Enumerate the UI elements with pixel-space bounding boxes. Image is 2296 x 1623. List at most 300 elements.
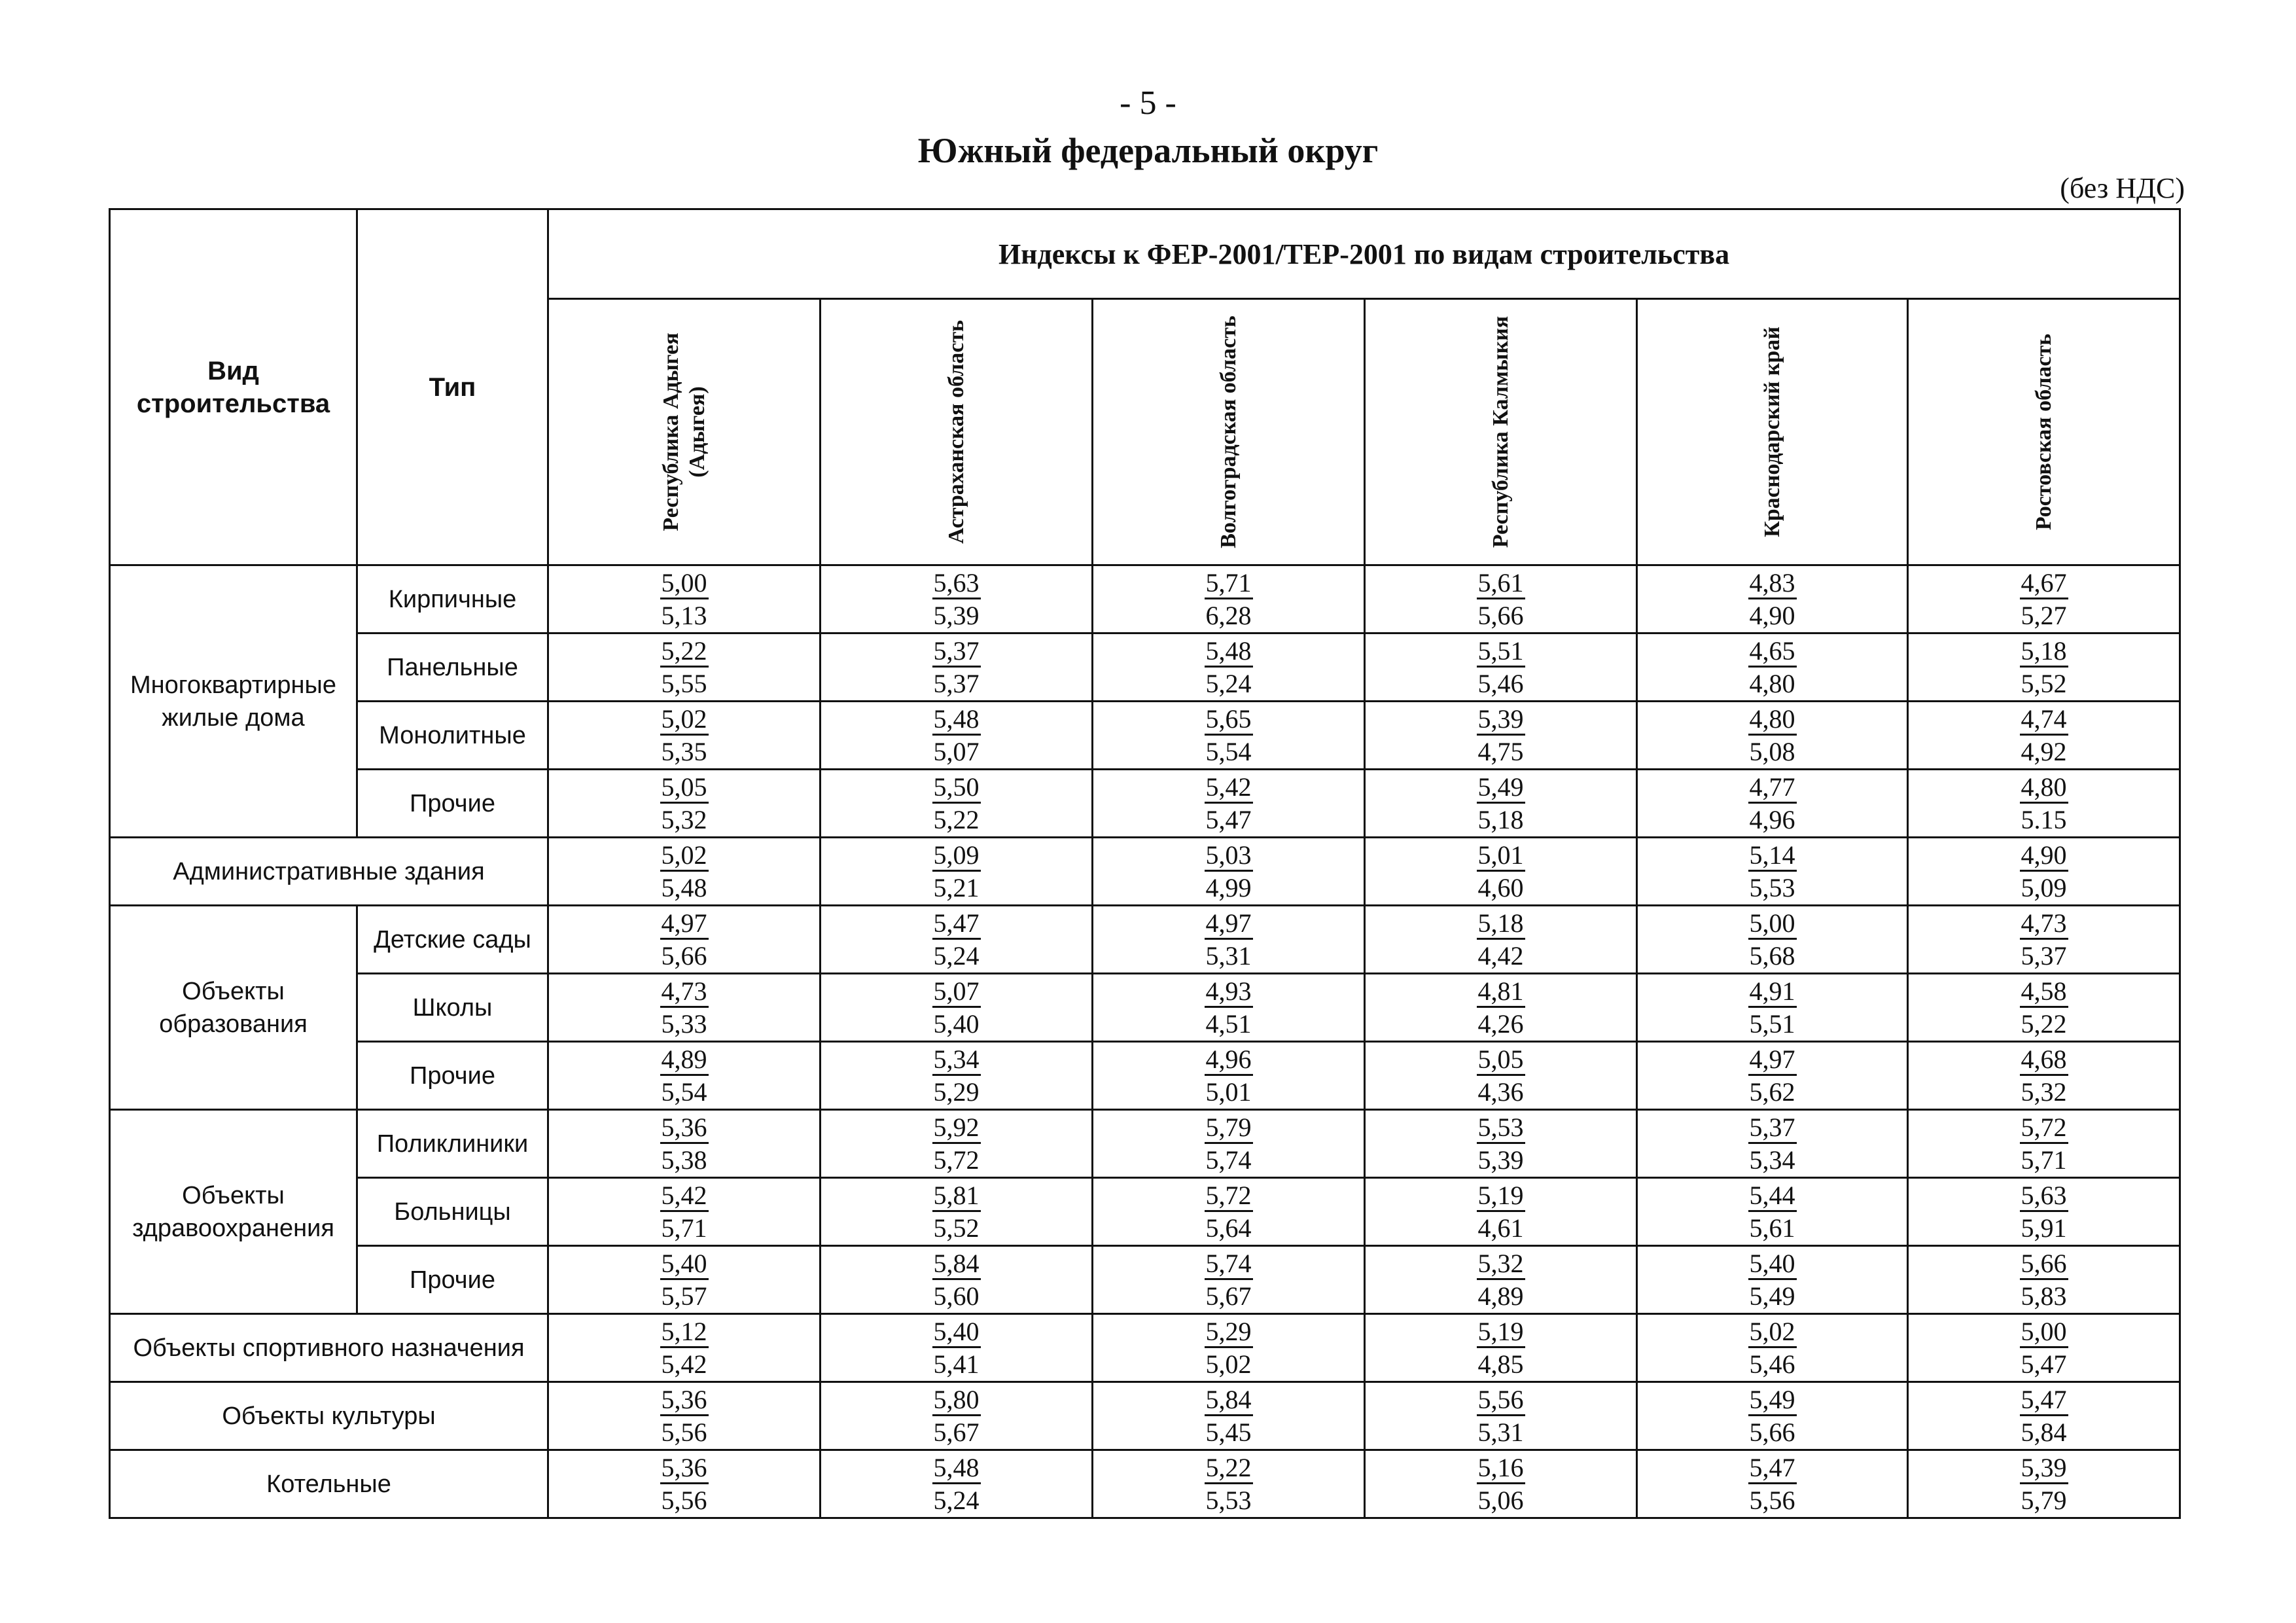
building-type: Прочие [357,1042,548,1110]
vat-note: (без НДС) [2060,172,2185,204]
index-value-cell [1637,770,1908,838]
index-value-cell [1908,633,2180,702]
fer-index: 5,42 [660,1181,709,1212]
fer-index: 5,53 [1477,1113,1525,1144]
fer-index: 4,80 [2020,773,2068,804]
ter-index: 5,38 [661,1145,707,1175]
ter-index: 5,72 [933,1145,980,1175]
construction-type: Объекты культуры [110,1382,548,1450]
ter-index: 5,07 [933,736,980,766]
index-value-cell [548,1246,821,1314]
fer-index: 4,74 [2020,705,2068,736]
index-value-cell [548,633,821,702]
building-type: Детские сады [357,906,548,974]
fer-index: 5,03 [1205,841,1253,872]
region-label [1488,316,1514,548]
table-row [110,974,2180,1042]
building-type: Больницы [357,1178,548,1246]
index-value-cell [1365,1382,1637,1450]
fer-index: 5,71 [1205,569,1253,599]
ter-index: 5,24 [933,940,980,971]
index-value-cell [548,838,821,906]
fer-index: 5,07 [932,977,981,1008]
fer-index: 5,02 [660,705,709,736]
index-value-cell [1637,1178,1908,1246]
index-value-cell [548,1042,821,1110]
ter-index: 4,85 [1477,1349,1524,1379]
fer-index: 5,63 [932,569,981,599]
ter-index: 5,24 [933,1485,980,1515]
building-type: Прочие [357,770,548,838]
index-value-cell [1908,1382,2180,1450]
fer-index: 5,50 [932,773,981,804]
index-value-cell [821,906,1093,974]
building-type: Прочие [357,1246,548,1314]
ter-index: 4,90 [1749,600,1795,630]
ter-index: 5,21 [933,872,980,902]
region-label-line: Ростовская область [2031,333,2056,531]
index-value-cell [1365,1314,1637,1382]
fer-index: 5,49 [1748,1385,1797,1416]
ter-index: 5,31 [1477,1417,1524,1447]
index-value-cell [1908,1110,2180,1178]
fer-index: 5,72 [1205,1181,1253,1212]
region-label [1759,327,1786,537]
fer-index: 5,47 [1748,1454,1797,1484]
ter-index: 4,99 [1205,872,1252,902]
ter-index: 5,49 [1749,1281,1795,1311]
ter-index: 5,42 [661,1349,707,1379]
index-value-cell [1637,1450,1908,1518]
fer-index: 5,47 [2020,1385,2068,1416]
ter-index: 5,45 [1205,1417,1252,1447]
header-region [548,299,821,565]
ter-index: 5,57 [661,1281,707,1311]
fer-index: 5,37 [1748,1113,1797,1144]
fer-index: 5,19 [1477,1317,1525,1348]
fer-index: 4,80 [1748,705,1797,736]
header-region [821,299,1093,565]
page-number: - 5 - [1120,84,1176,122]
region-label-line: Краснодарский край [1759,327,1784,537]
index-value-cell [821,1110,1093,1178]
fer-index: 4,67 [2020,569,2068,599]
ter-index: 5,13 [661,600,707,630]
index-value-cell [821,1246,1093,1314]
index-value-cell [1093,565,1365,633]
ter-index: 5,79 [2021,1485,2067,1515]
fer-index: 5,18 [1477,909,1525,940]
ter-index: 5,64 [1205,1213,1252,1243]
index-value-cell [821,1042,1093,1110]
ter-index: 4,96 [1749,804,1795,834]
ter-index: 5,52 [2021,668,2067,698]
table-row [110,1450,2180,1518]
fer-index: 5,39 [1477,705,1525,736]
building-type: Панельные [357,633,548,702]
index-value-cell [548,1450,821,1518]
ter-index: 5,53 [1749,872,1795,902]
fer-index: 5,47 [932,909,981,940]
ter-index: 4,61 [1477,1213,1524,1243]
fer-index: 5,22 [1205,1454,1253,1484]
index-value-cell [1365,770,1637,838]
index-table [109,208,2181,1519]
index-value-cell [1637,1246,1908,1314]
ter-index: 4,51 [1205,1008,1252,1039]
fer-index: 5,00 [2020,1317,2068,1348]
ter-index: 5,67 [933,1417,980,1447]
fer-index: 4,68 [2020,1045,2068,1076]
index-value-cell [821,974,1093,1042]
ter-index: 5,01 [1205,1077,1252,1107]
index-value-cell [548,974,821,1042]
ter-index: 4,60 [1477,872,1524,902]
fer-index: 4,73 [2020,909,2068,940]
header-region [1365,299,1637,565]
fer-index: 5,49 [1477,773,1525,804]
index-value-cell [1908,565,2180,633]
ter-index: 5,31 [1205,940,1252,971]
index-value-cell [1093,770,1365,838]
table-row [110,1110,2180,1178]
index-value-cell [1908,974,2180,1042]
fer-index: 5,44 [1748,1181,1797,1212]
table-row [110,633,2180,702]
index-value-cell [821,1382,1093,1450]
ter-index: 5,40 [933,1008,980,1039]
fer-index: 5,40 [1748,1249,1797,1280]
fer-index: 4,90 [2020,841,2068,872]
header-region [1093,299,1365,565]
region-label [658,332,711,531]
ter-index: 5,24 [1205,668,1252,698]
ter-index: 5,35 [661,736,707,766]
ter-index: 5,84 [2021,1417,2067,1447]
ter-index: 5,37 [2021,940,2067,971]
index-value-cell [1365,633,1637,702]
index-value-cell [1365,906,1637,974]
index-value-cell [1908,1178,2180,1246]
index-value-cell [821,565,1093,633]
fer-index: 5,00 [660,569,709,599]
ter-index: 5,46 [1749,1349,1795,1379]
ter-index: 5,18 [1477,804,1524,834]
fer-index: 4,97 [1748,1045,1797,1076]
index-value-cell [1093,633,1365,702]
ter-index: 5,46 [1477,668,1524,698]
region-label-line: Астраханская область [944,319,968,544]
fer-index: 5,84 [1205,1385,1253,1416]
fer-index: 4,97 [1205,909,1253,940]
ter-index: 4,80 [1749,668,1795,698]
ter-index: 5,48 [661,872,707,902]
index-value-cell [1908,1314,2180,1382]
fer-index: 5,16 [1477,1454,1525,1484]
table-row [110,565,2180,633]
fer-index: 5,02 [660,841,709,872]
ter-index: 5,41 [933,1349,980,1379]
fer-index: 5,61 [1477,569,1525,599]
fer-index: 4,93 [1205,977,1253,1008]
construction-type: Котельные [110,1450,548,1518]
fer-index: 5,09 [932,841,981,872]
fer-index: 4,65 [1748,637,1797,668]
index-value-cell [1365,1246,1637,1314]
fer-index: 5,66 [2020,1249,2068,1280]
fer-index: 5,81 [932,1181,981,1212]
ter-index: 5.15 [2021,804,2067,834]
ter-index: 5,47 [2021,1349,2067,1379]
index-value-cell [1637,1110,1908,1178]
fer-index: 4,83 [1748,569,1797,599]
index-value-cell [1093,1314,1365,1382]
index-value-cell [1908,838,2180,906]
index-value-cell [821,702,1093,770]
fer-index: 4,73 [660,977,709,1008]
ter-index: 4,92 [2021,736,2067,766]
table-row [110,1246,2180,1314]
fer-index: 5,34 [932,1045,981,1076]
fer-index: 5,84 [932,1249,981,1280]
index-value-cell [1637,1382,1908,1450]
ter-index: 5,51 [1749,1008,1795,1039]
index-value-cell [1093,1382,1365,1450]
fer-index: 5,48 [1205,637,1253,668]
ter-index: 5,67 [1205,1281,1252,1311]
building-type: Кирпичные [357,565,548,633]
fer-index: 4,96 [1205,1045,1253,1076]
fer-index: 5,19 [1477,1181,1525,1212]
index-value-cell [1908,702,2180,770]
ter-index: 4,26 [1477,1008,1524,1039]
fer-index: 5,36 [660,1385,709,1416]
fer-index: 5,36 [660,1454,709,1484]
index-value-cell [1093,1246,1365,1314]
ter-index: 5,06 [1477,1485,1524,1515]
fer-index: 4,89 [660,1045,709,1076]
ter-index: 4,42 [1477,940,1524,971]
table-row [110,1382,2180,1450]
region-label-line: Республика Адыгея [658,332,683,531]
fer-index: 4,91 [1748,977,1797,1008]
fer-index: 5,40 [660,1249,709,1280]
fer-index: 5,72 [2020,1113,2068,1144]
fer-index: 5,22 [660,637,709,668]
ter-index: 5,39 [933,600,980,630]
ter-index: 5,54 [661,1077,707,1107]
index-value-cell [1093,1178,1365,1246]
ter-index: 5,66 [661,940,707,971]
index-value-cell [1908,906,2180,974]
index-value-cell [1093,1110,1365,1178]
ter-index: 5,62 [1749,1077,1795,1107]
ter-index: 5,32 [2021,1077,2067,1107]
ter-index: 5,74 [1205,1145,1252,1175]
fer-index: 5,37 [932,637,981,668]
index-value-cell [548,1382,821,1450]
header-vid: Вид строительства [110,209,357,565]
ter-index: 5,66 [1749,1417,1795,1447]
ter-index: 5,09 [2021,872,2067,902]
header-indexes: Индексы к ФЕР-2001/ТЕР-2001 по видам строительства [548,209,2180,299]
ter-index: 5,60 [933,1281,980,1311]
ter-index: 4,89 [1477,1281,1524,1311]
header-tip: Тип [357,209,548,565]
index-value-cell [821,1314,1093,1382]
index-value-cell [548,1178,821,1246]
ter-index: 5,56 [661,1417,707,1447]
building-type: Монолитные [357,702,548,770]
ter-index: 5,61 [1749,1213,1795,1243]
index-value-cell [1908,1042,2180,1110]
table-row [110,702,2180,770]
fer-index: 5,05 [1477,1045,1525,1076]
ter-index: 5,56 [1749,1485,1795,1515]
index-value-cell [1093,1450,1365,1518]
ter-index: 5,71 [2021,1145,2067,1175]
ter-index: 6,28 [1205,600,1252,630]
table-row [110,1042,2180,1110]
index-value-cell [1093,702,1365,770]
header-region [1637,299,1908,565]
ter-index: 5,53 [1205,1485,1252,1515]
fer-index: 5,56 [1477,1385,1525,1416]
fer-index: 5,65 [1205,705,1253,736]
fer-index: 5,48 [932,1454,981,1484]
region-label-line: Республика Калмыкия [1488,315,1513,548]
fer-index: 4,81 [1477,977,1525,1008]
ter-index: 5,08 [1749,736,1795,766]
ter-index: 5,34 [1749,1145,1795,1175]
fer-index: 5,80 [932,1385,981,1416]
index-value-cell [1093,838,1365,906]
fer-index: 5,29 [1205,1317,1253,1348]
index-value-cell [821,770,1093,838]
index-value-cell [1365,838,1637,906]
index-value-cell [548,906,821,974]
index-value-cell [1093,974,1365,1042]
index-value-cell [548,1314,821,1382]
region-label [1216,315,1242,548]
region-label [944,320,970,544]
index-value-cell [1637,1314,1908,1382]
fer-index: 5,00 [1748,909,1797,940]
fer-index: 4,58 [2020,977,2068,1008]
fer-index: 5,48 [932,705,981,736]
index-value-cell [548,1110,821,1178]
ter-index: 4,36 [1477,1077,1524,1107]
construction-type: Объекты здравоохранения [110,1110,357,1314]
ter-index: 5,27 [2021,600,2067,630]
building-type: Школы [357,974,548,1042]
fer-index: 5,40 [932,1317,981,1348]
index-value-cell [1365,1110,1637,1178]
ter-index: 4,75 [1477,736,1524,766]
index-value-cell [1637,565,1908,633]
index-value-cell [1093,906,1365,974]
ter-index: 5,52 [933,1213,980,1243]
index-value-cell [548,770,821,838]
ter-index: 5,39 [1477,1145,1524,1175]
construction-type: Административные здания [110,838,548,906]
index-value-cell [1093,1042,1365,1110]
index-value-cell [1365,702,1637,770]
index-value-cell [1908,770,2180,838]
fer-index: 5,01 [1477,841,1525,872]
fer-index: 5,32 [1477,1249,1525,1280]
fer-index: 5,63 [2020,1181,2068,1212]
construction-type: Объекты спортивного назначения [110,1314,548,1382]
index-value-cell [1365,565,1637,633]
fer-index: 5,02 [1748,1317,1797,1348]
fer-index: 5,79 [1205,1113,1253,1144]
fer-index: 5,42 [1205,773,1253,804]
ter-index: 5,66 [1477,600,1524,630]
index-value-cell [1637,906,1908,974]
index-value-cell [1637,838,1908,906]
construction-type: Объекты образования [110,906,357,1110]
table-row [110,838,2180,906]
ter-index: 5,54 [1205,736,1252,766]
ter-index: 5,68 [1749,940,1795,971]
page-title: Южный федеральный округ [917,131,1379,170]
fer-index: 5,14 [1748,841,1797,872]
ter-index: 5,83 [2021,1281,2067,1311]
region-label [2031,334,2057,530]
table-row [110,1178,2180,1246]
fer-index: 5,05 [660,773,709,804]
ter-index: 5,22 [933,804,980,834]
fer-index: 5,36 [660,1113,709,1144]
index-value-cell [1365,1042,1637,1110]
index-value-cell [1637,702,1908,770]
index-value-cell [821,1178,1093,1246]
index-value-cell [1908,1450,2180,1518]
table-row [110,906,2180,974]
index-value-cell [1365,1178,1637,1246]
fer-index: 5,12 [660,1317,709,1348]
fer-index: 4,97 [660,909,709,940]
index-value-cell [1637,1042,1908,1110]
ter-index: 5,29 [933,1077,980,1107]
table-row [110,770,2180,838]
index-value-cell [1365,1450,1637,1518]
ter-index: 5,02 [1205,1349,1252,1379]
region-label-line: Волгоградская область [1216,315,1241,548]
fer-index: 4,77 [1748,773,1797,804]
index-value-cell [821,1450,1093,1518]
index-value-cell [1908,1246,2180,1314]
ter-index: 5,22 [2021,1008,2067,1039]
ter-index: 5,91 [2021,1213,2067,1243]
index-value-cell [1637,633,1908,702]
header-region [1908,299,2180,565]
ter-index: 5,33 [661,1008,707,1039]
fer-index: 5,39 [2020,1454,2068,1484]
ter-index: 5,56 [661,1485,707,1515]
ter-index: 5,71 [661,1213,707,1243]
fer-index: 5,74 [1205,1249,1253,1280]
index-value-cell [548,565,821,633]
fer-index: 5,92 [932,1113,981,1144]
index-value-cell [548,702,821,770]
construction-type: Многоквартирные жилые дома [110,565,357,838]
building-type: Поликлиники [357,1110,548,1178]
ter-index: 5,37 [933,668,980,698]
index-value-cell [821,838,1093,906]
fer-index: 5,18 [2020,637,2068,668]
